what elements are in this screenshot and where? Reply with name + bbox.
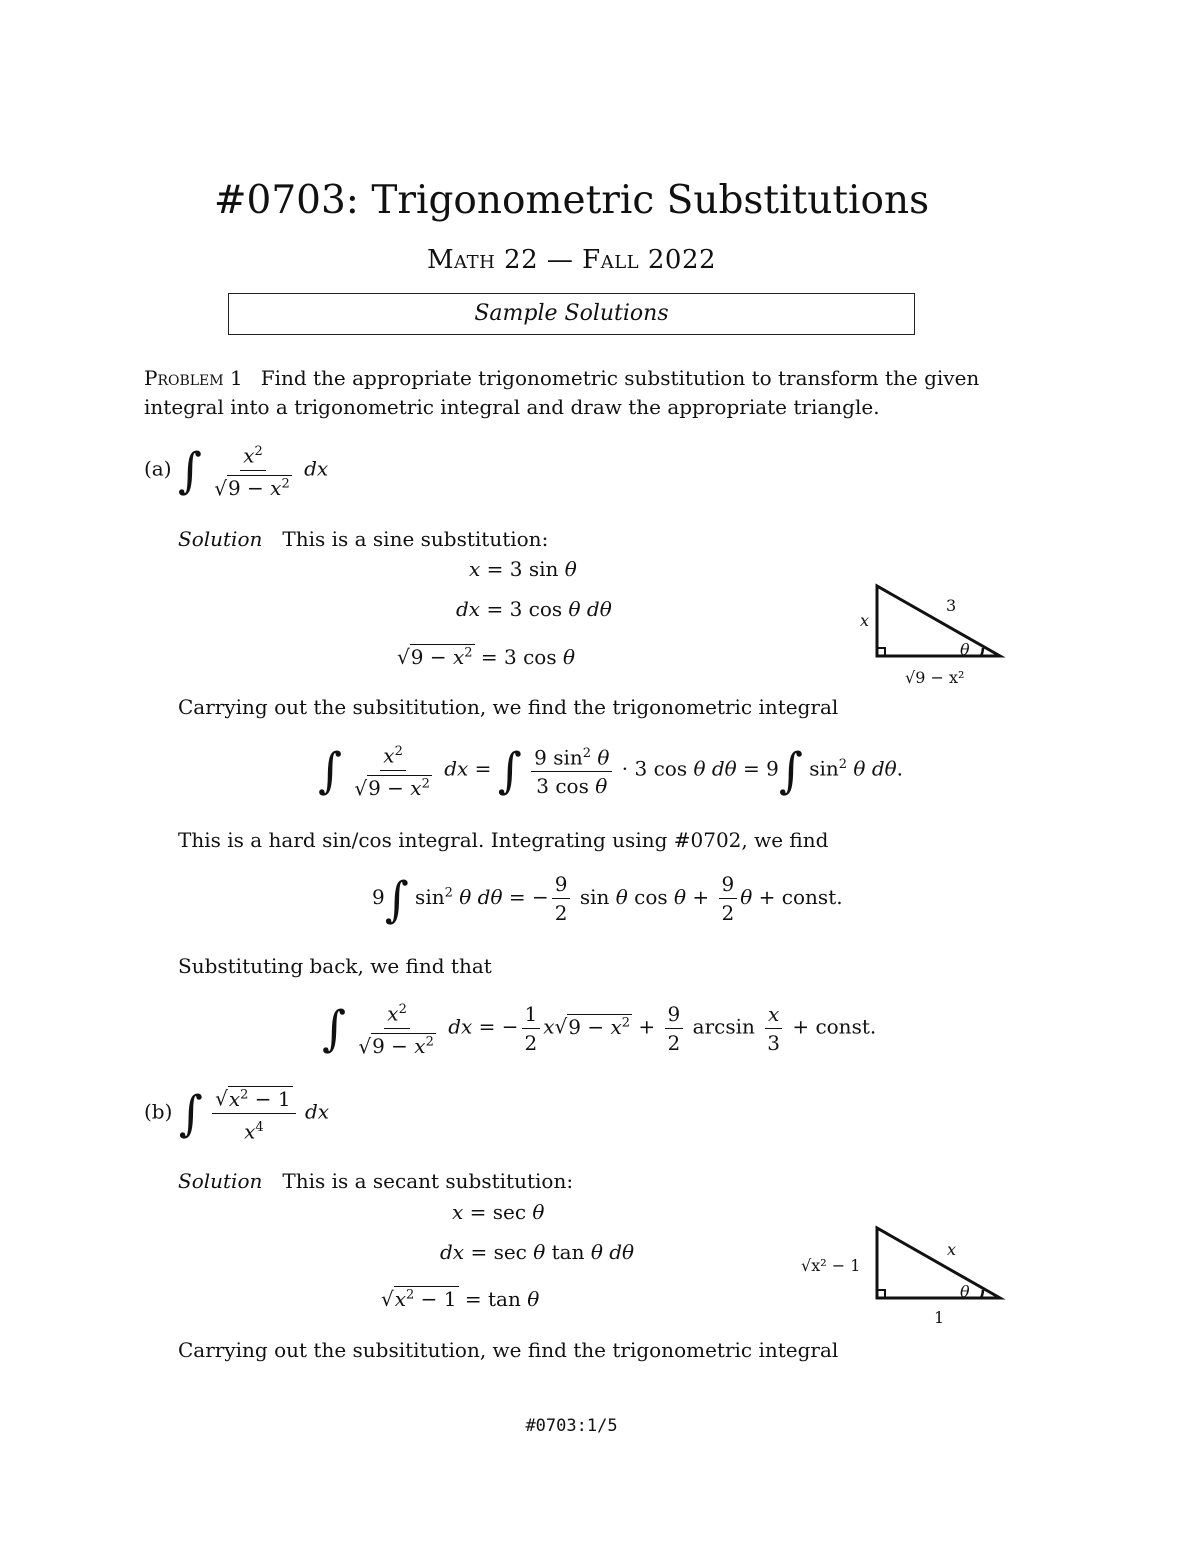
triangle-b-shape: [877, 1228, 1000, 1298]
part-a-carry-text: Carrying out the subsititution, we find the trigonometric integral: [178, 695, 839, 719]
part-b-label: (b): [144, 1099, 173, 1124]
eq-b3: $√x^2 - 1 = \tan \theta$: [381, 1287, 540, 1311]
course-subtitle: Math 22 — Fall 2022: [426, 245, 717, 275]
eq-a2: dx = 3 cos θ dθ: [456, 597, 612, 621]
part-b-integral: (b) ∫ $\frac{√x^2 - 1}{x^4}$ dx: [144, 1084, 330, 1144]
triangle-a-angle: θ: [960, 640, 970, 659]
triangle-b-diagram: [855, 1220, 1015, 1302]
solution-intro: This is a sine substitution:: [282, 527, 549, 551]
problem-text: Find the appropriate trigonometric substitution to transform the given integral into a trigonometric integral and draw the appropriate triangle.: [144, 366, 980, 419]
sample-solutions-banner: Sample Solutions: [228, 293, 915, 335]
eq-a3: $√9 - x^2 = 3$ cos θ: [397, 645, 575, 669]
part-a-solution-line: [178, 527, 548, 551]
triangle-b-angle-arc: [981, 1290, 983, 1298]
triangle-a-angle-arc: [981, 648, 983, 656]
triangle-b-opp: √x² − 1: [801, 1256, 861, 1275]
solution-label: Solution: [178, 527, 263, 551]
part-a-back-text: Substituting back, we find that: [178, 954, 492, 978]
display-eq-a-antiderivative: 9∫ $\sin^2 \theta$ dθ = − $\frac{9}{2}$ sin θ cos θ + $\frac{9}{2}$ θ + const.: [372, 870, 843, 927]
eq-b1: x = sec θ: [452, 1200, 545, 1224]
part-b-solution-line: [178, 1169, 573, 1193]
triangle-a-shape: [877, 586, 1000, 656]
problem-label: Problem 1: [144, 366, 243, 390]
part-a-hard-text: This is a hard sin/cos integral. Integrating using #0702, we find: [178, 828, 829, 852]
eq-a1: x = 3 sin θ: [469, 557, 577, 581]
solution-intro-b: This is a secant substitution:: [282, 1169, 574, 1193]
problem-statement: [144, 364, 1014, 422]
eq-b2: dx = sec θ tan θ dθ: [440, 1240, 635, 1264]
triangle-a-adj: √9 − x²: [905, 668, 965, 687]
triangle-a-hyp: 3: [946, 596, 957, 615]
part-a-label: (a): [144, 456, 172, 481]
display-eq-a-final: ∫ $\frac{x^2}{√9 - x^2}$ dx = − $\frac{1}{2}$ $x√9 - x^2$ + $\frac{9}{2}$ arcsin $\frac{x}{3}$ + const.: [322, 999, 877, 1059]
part-a-integral: (a) ∫ $\frac{x^2}{√9 - x^2}$ dx: [144, 441, 329, 501]
solution-label-b: Solution: [178, 1169, 263, 1193]
page-title: #0703: Trigonometric Substitutions: [213, 178, 930, 223]
triangle-a-diagram: [855, 578, 1015, 658]
triangle-b-adj: 1: [934, 1308, 945, 1327]
triangle-b-hyp: x: [947, 1240, 957, 1259]
part-b-carry-text: Carrying out the subsititution, we find the trigonometric integral: [178, 1338, 839, 1362]
triangle-a-opp: x: [860, 611, 870, 630]
triangle-b-angle: θ: [960, 1282, 970, 1301]
page-number: #0703:1/5: [525, 1416, 618, 1436]
display-eq-a-integral: ∫ $\frac{x^2}{√9 - x^2}$ dx = ∫ $\frac{9 \sin^2 \theta}{\text{3 cos θ}}$ · 3 cos θ dθ = 9∫ $\sin^2 \theta$ dθ.: [318, 741, 904, 801]
